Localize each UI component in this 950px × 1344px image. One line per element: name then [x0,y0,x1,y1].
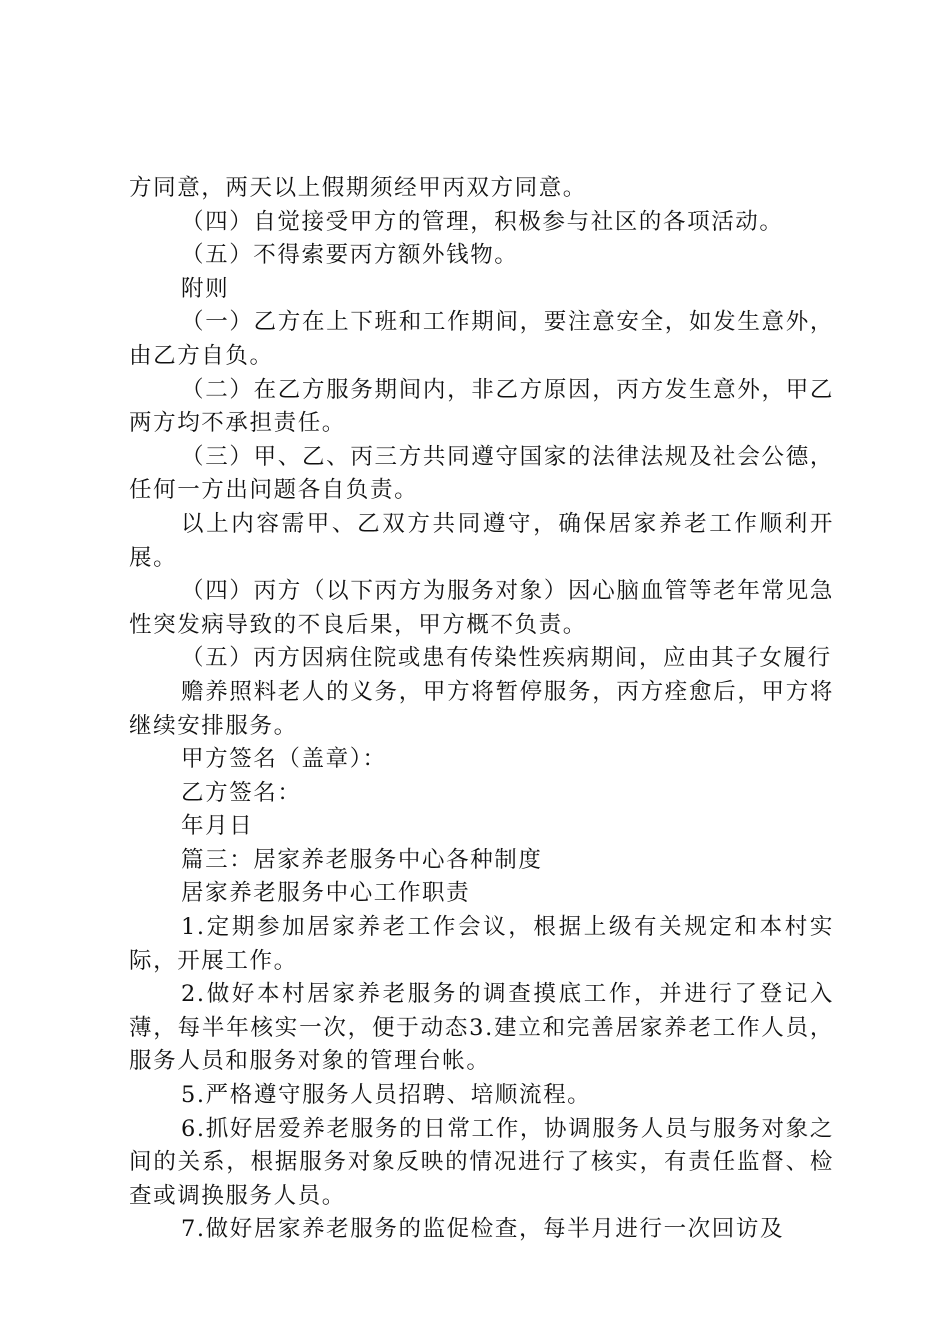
paragraph-appendix-one: （一）乙方在上下班和工作期间，要注意安全，如发生意外，由乙方自负。 [129,309,834,369]
duty-item-7: 7.做好居家养老服务的监促检查，每半月进行一次回访及 [181,1216,785,1243]
paragraph-continuation: 方同意，两天以上假期须经甲丙双方同意。 [129,175,587,201]
signature-party-b: 乙方签名： [181,779,302,806]
duty-item-6: 6.抓好居爱养老服务的日常工作，协调服务人员与服务对象之间的关系，根据服务对象反映的情况进行了核实，有责任监督、检查或调换服务人员。 [129,1115,834,1209]
duty-item-5: 5.严格遵守服务人员招聘、培顺流程。 [181,1082,592,1109]
section-heading-duties: 居家养老服务中心工作职责 [181,880,471,907]
paragraph-appendix-two: （二）在乙方服务期间内，非乙方原因，丙方发生意外，甲乙两方均不承担责任。 [129,376,834,437]
duty-item-2: 2.做好本村居家养老服务的调查摸底工作，并进行了登记入薄，每半年核实一次，便于动态3.建立和完善居家养老工作人员，服务人员和服务对象的管理台帐。 [129,981,834,1075]
duty-item-1: 1.定期参加居家养老工作会议，根据上级有关规定和本村实际，开展工作。 [129,914,834,974]
signature-date: 年月日 [181,813,254,840]
paragraph-appendix-three: （三）甲、乙、丙三方共同遵守国家的法律法规及社会公德，任何一方出问题各自负责。 [129,443,834,504]
paragraph-item-five: （五）不得索要丙方额外钱物。 [181,242,519,269]
chapter-heading: 篇三：居家养老服务中心各种制度 [181,846,543,873]
section-heading-appendix: 附则 [181,275,230,302]
paragraph-item-four: （四）自觉接受甲方的管理，积极参与社区的各项活动。 [181,208,784,235]
paragraph-appendix-four: （四）丙方（以下丙方为服务对象）因心脑血管等老年常见急性突发病导致的不良后果，甲方概不负责。 [129,578,834,638]
signature-party-a: 甲方签名（盖章）： [181,746,387,773]
paragraph-appendix-five: （五）丙方因病住院或患有传染性疾病期间，应由其子女履行 [181,645,832,672]
paragraph-compliance: 以上内容需甲、乙双方共同遵守，确保居家养老工作顺利开展。 [129,510,834,571]
document-body [129,172,834,1247]
paragraph-appendix-five-cont: 赡养照料老人的义务，甲方将暂停服务，丙方痊愈后，甲方将继续安排服务。 [129,678,834,739]
